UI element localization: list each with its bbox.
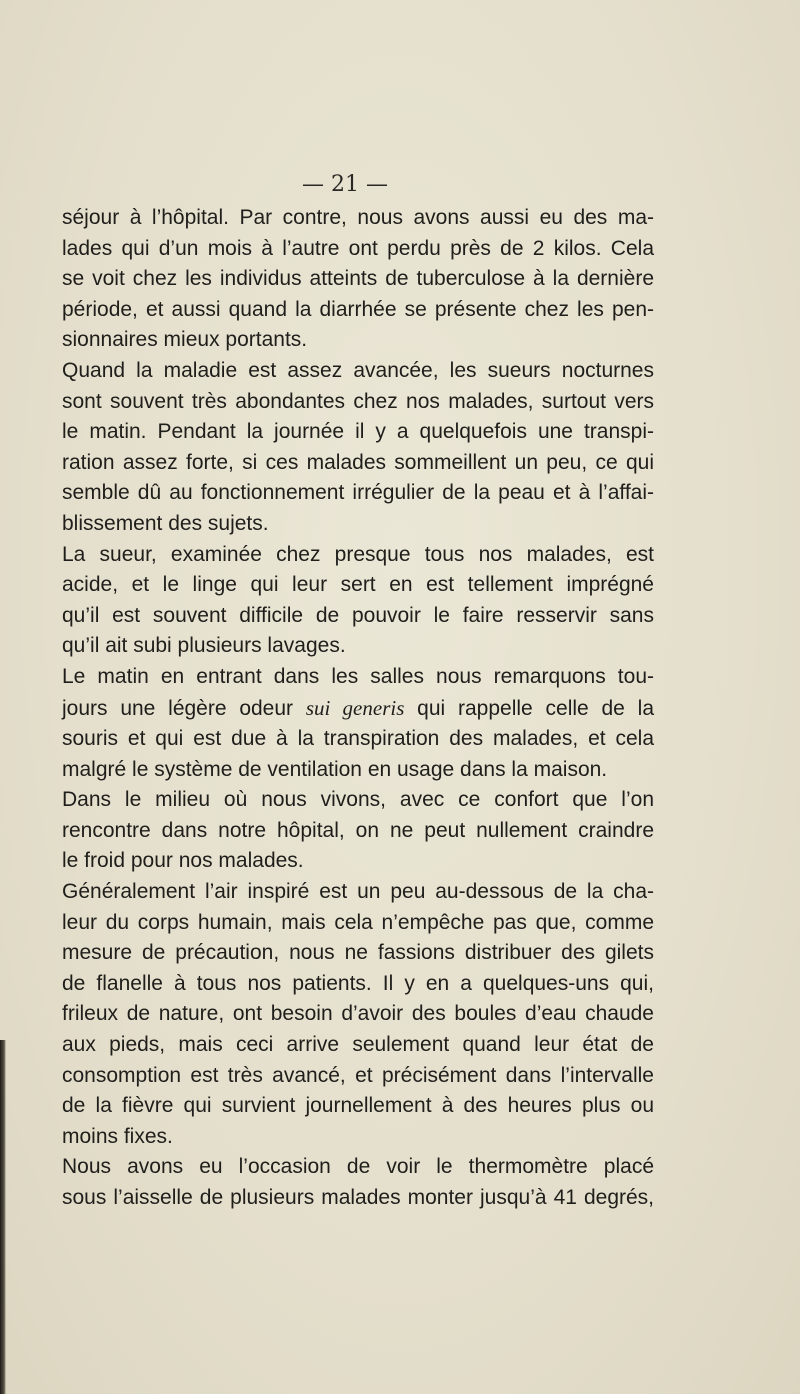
text-segment: jours une légère odeur [62,696,306,720]
text-line: acide, et le linge qui leur sert en est tellement imprégné [62,573,654,597]
paragraph-6 [62,877,654,1152]
text-line: mesure de précaution, nous ne fassions distribuer des gilets [62,941,654,965]
body-text [62,203,654,1214]
text-line: rencontre dans notre hôpital, on ne peut nullement craindre [62,818,654,842]
text-line: le froid pour nos malades. [62,849,304,873]
paragraph-4 [62,662,654,785]
paragraph-3 [62,540,654,662]
text-line: séjour à l’hôpital. Par contre, nous avons aussi eu des ma- [62,206,654,229]
text-line: Le matin en entrant dans les salles nous remarquons tou- [62,664,654,688]
page-number: — 21 — [302,172,388,197]
text-line: aux pieds, mais ceci arrive seulement quand leur état de [62,1033,654,1057]
text-line: qu’il est souvent difficile de pouvoir le faire resservir sans [62,603,654,627]
text-line: sous l’aisselle de plusieurs malades monter jusqu’à 41 degrés, [62,1186,654,1209]
text-line: leur du corps humain, mais cela n’empêche pas que, comme [62,910,654,934]
text-line-with-italic [62,693,654,725]
italic-latin-phrase: sui generis [305,695,405,720]
text-line: semble dû au fonctionnement irrégulier de la peau et à l’affai- [62,481,654,505]
text-line: de flanelle à tous nos patients. Il y en a quelques-uns qui, [62,971,654,995]
text-line: Nous avons eu l’occasion de voir le thermomètre placé [62,1155,654,1179]
text-line: lades qui d’un mois à l’autre ont perdu près de 2 kilos. Cela [62,236,654,260]
text-line: frileux de nature, ont besoin d’avoir des boules d’eau chaude [62,1002,654,1026]
text-line: malgré le système de ventilation en usage dans la maison. [62,757,608,781]
text-line: qu’il ait subi plusieurs lavages. [62,634,346,658]
text-segment: qui rappelle celle de la [404,696,654,720]
text-line: blissement des sujets. [62,511,269,535]
page-edge-shadow [0,1040,6,1394]
text-line: La sueur, examinée chez presque tous nos malades, est [62,542,654,566]
text-line: Généralement l’air inspiré est un peu au-dessous de la cha- [62,880,654,904]
text-line: moins fixes. [62,1124,173,1148]
paragraph-1 [62,203,654,356]
text-line: de la fièvre qui survient journellement à des heures plus ou [62,1094,654,1118]
paragraph-5 [62,785,654,877]
text-line: sont souvent très abondantes chez nos malades, surtout vers [62,389,654,413]
text-line: souris et qui est due à la transpiration des malades, et cela [62,727,654,751]
text-line: consomption est très avancé, et précisément dans l’intervalle [62,1063,654,1087]
paragraph-7 [62,1152,654,1213]
text-line: ration assez forte, si ces malades sommeillent un peu, ce qui [62,450,654,474]
text-line: période, et aussi quand la diarrhée se présente chez les pen- [62,297,654,321]
text-line: sionnaires mieux portants. [62,328,308,352]
paragraph-2 [62,356,654,540]
text-line: Quand la maladie est assez avancée, les sueurs nocturnes [62,358,654,382]
text-line: Dans le milieu où nous vivons, avec ce confort que l’on [62,788,654,812]
text-line: se voit chez les individus atteints de tuberculose à la dernière [62,267,654,291]
text-line: le matin. Pendant la journée il y a quelquefois une transpi- [62,420,654,444]
